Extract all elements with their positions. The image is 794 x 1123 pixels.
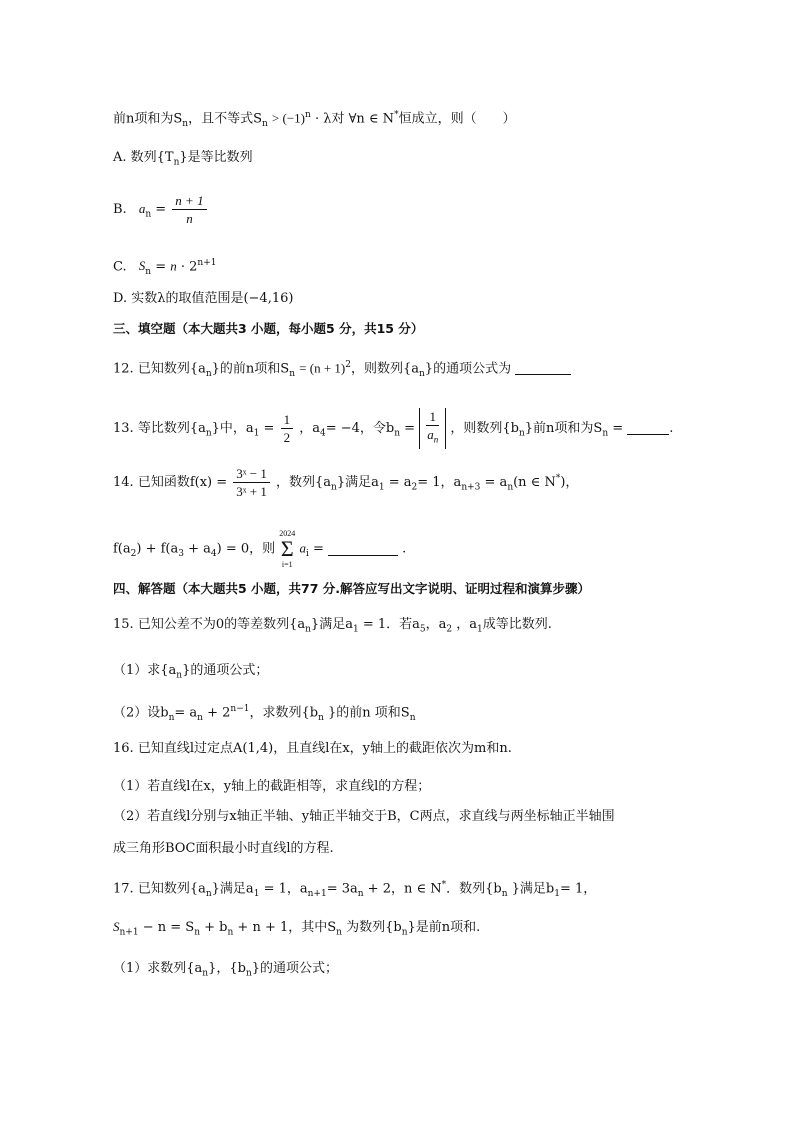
section-fill-in-title: 三、填空题（本大题共3 小题，每小题5 分，共15 分） xyxy=(113,321,424,336)
option-d: D. 实数λ的取值范围是(−4,16) xyxy=(113,291,294,306)
fraction-function: $\frac{\text{3ˣ − 1}}{\text{3ˣ + 1}}$ xyxy=(233,465,270,500)
answer-blank[interactable] xyxy=(328,541,398,556)
question-17-line2: $S_{n+1} - n = S_n + b_n + n + 1$，其中$S_n$ 为数列$\{b_n\}$是前n项和. xyxy=(113,919,481,938)
option-a: A. 数列$\{T_n\}$是等比数列 xyxy=(113,150,253,168)
question-12: 12. 已知数列$\{a_n\}$的前n项和$S_n = (n + 1)^2$，则数列$\{a_n\}$的通项公式为 xyxy=(113,356,571,383)
option-c: C. $S_n = n \cdot 2^{n+1}$ xyxy=(113,258,217,277)
question-14: 14. 已知函数f(x) = $\frac{\text{3ˣ − 1}}{\text{3ˣ + 1}}$ ，数列$\{a_n\}$满足$a_1 = a_2= 1$，$a_{n+3} = a_n(n$ ∈ N*)， xyxy=(113,466,579,499)
question-16-part-2-cont: 成三角形BOC面积最小时直线l的方程. xyxy=(113,841,334,856)
prev-question-stem: 前n项和为$S_n$，且不等式$S_n > (-1)^n \cdot \lambda$对 ∀n ∈ N*恒成立，则（ ） xyxy=(113,110,516,129)
question-15: 15. 已知公差不为0的等差数列$\{a_n\}$满足$a_1 = 1$．若$a_5$，$a_2$ ，$a_1$成等比数列. xyxy=(113,617,552,635)
summation-symbol: 2024 Σ i=1 xyxy=(279,529,296,569)
question-14-line2: $f(a_2) + f(a_3 + a_4) = 0$，则 2024 Σ i=1 $a_i$ = . xyxy=(113,529,407,569)
option-b: B. $a_n$ = $\frac{n + 1}{n}$ xyxy=(113,192,209,227)
question-17: 17. 已知数列$\{a_n\}$满足$a_1 = 1$，$a_{n+1}= 3a_n + 2$，n ∈ N*．数列{$b_n$ }满足$b_1= 1$， xyxy=(113,880,597,899)
question-15-part-1: （1）求$\{a_n\}$的通项公式； xyxy=(113,663,269,681)
answer-blank[interactable] xyxy=(515,360,571,375)
question-16-part-1: （1）若直线l在x，y轴上的截距相等，求直线l的方程； xyxy=(113,779,431,794)
answer-blank[interactable] xyxy=(627,420,669,435)
question-16-part-2: （2）若直线l分别与x轴正半轴、y轴正半轴交于B，C两点，求直线与两坐标轴正半轴围 xyxy=(113,809,615,824)
question-15-part-2: （2）设$b_n= a_n + 2^{n-1}$，求数列{$b_n$ }的前n 项和$S_n$ xyxy=(113,704,416,723)
fraction: $\frac{n + 1}{n}$ xyxy=(172,192,206,227)
section-answer-title: 四、解答题（本大题共5 小题，共77 分.解答应写出文字说明、证明过程和演算步骤） xyxy=(113,581,591,596)
question-17-part-1: （1）求数列$\{a_n\}$，$\{b_n\}$的通项公式； xyxy=(113,961,339,979)
fraction-half: $\frac{1}{2}$ xyxy=(281,411,294,446)
question-13: 13. 等比数列$\{a_n\}$中，$a_1$ = $\frac{1}{2}$ ，$a_4= -4$，令$b_n$ = $\frac{1}{a_n}$ ，则数列$\{b_n\}$前n项和为$S_n$ = . xyxy=(113,408,673,449)
absolute-value: $\frac{1}{a_n}$ xyxy=(419,408,446,449)
question-16: 16. 已知直线l过定点A(1,4)，且直线l在x，y轴上的截距依次为m和n. xyxy=(113,741,512,756)
